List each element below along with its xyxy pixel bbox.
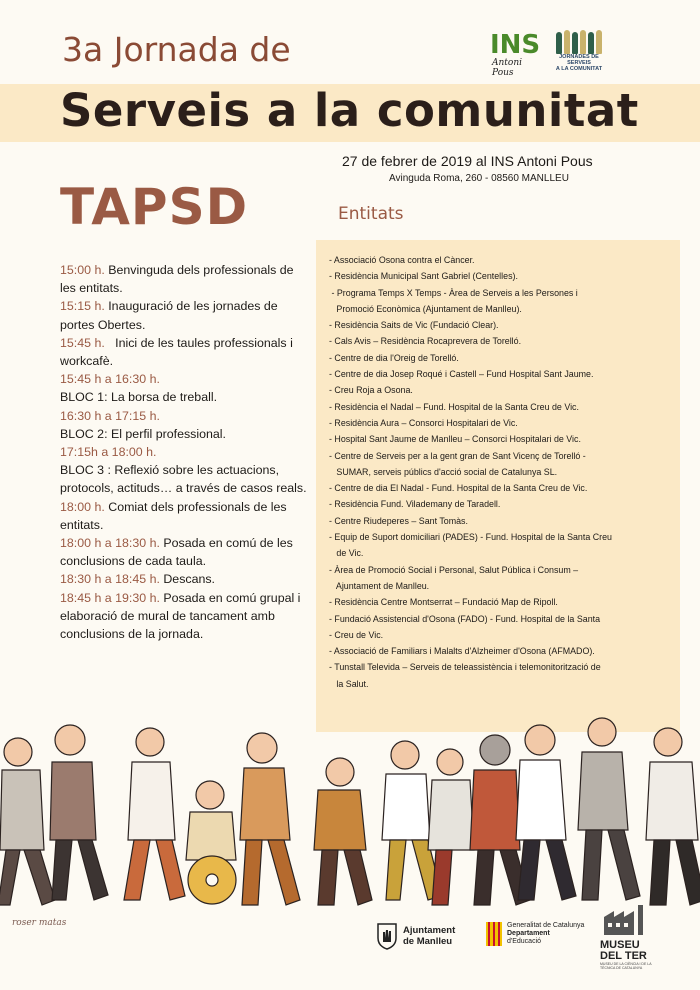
entity-item: de Vic. — [329, 548, 364, 559]
schedule-time: 18:45 h a 19:30 h. — [60, 590, 160, 605]
entity-item: - Residència Municipal Sant Gabriel (Centelles). — [329, 271, 518, 282]
generalitat-logo — [486, 922, 584, 946]
schedule-text: BLOC 1: La borsa de treball. — [60, 390, 218, 405]
ajuntament-logo — [376, 922, 455, 950]
schedule-text: Posada en comú grupal i elaboració de mural de tancament amb conclusions de la jornada. — [60, 590, 304, 642]
ins-logo-subtext: Antoni Pous — [492, 58, 523, 78]
schedule-item — [60, 425, 310, 443]
schedule-text: Inici de les taules professionals i workcafè. — [60, 335, 297, 369]
ajuntament-line-1: Ajuntament — [403, 925, 456, 936]
entity-item: - Centre de dia El Nadal - Fund. Hospital de la Santa Creu de Vic. — [329, 483, 588, 494]
schedule-text: BLOC 3 : Reflexió sobre les actuacions, protocols, actituds… a través de casos reals. — [60, 463, 307, 496]
schedule-item — [60, 388, 310, 406]
entity-item: - Creu Roja a Osona. — [329, 385, 413, 396]
schedule-text: Descans. — [159, 572, 215, 587]
schedule-item — [60, 498, 310, 534]
schedule-time: 15:00 h. — [60, 263, 105, 277]
people-group-icon — [552, 28, 606, 54]
museu-line-1: MUSEU — [600, 939, 640, 951]
illustrator-signature: roser matas — [12, 918, 67, 928]
entity-item: - Equip de Suport domiciliari (PADES) - Fund. Hospital de la Santa Creu — [329, 532, 612, 543]
entity-item: - Tunstall Televida – Serveis de teleassistència i telemonitorització de — [329, 662, 601, 673]
schedule-time: 18:00 h a 18:30 h. — [60, 536, 160, 551]
schedule-time: 17:15h a 18:00 h. — [60, 445, 157, 460]
jornades-caption-1: JORNADES DE SERVEIS — [559, 54, 599, 66]
entity-item: - Residència Aura – Consorci Hospitalari de Vic. — [329, 417, 518, 428]
schedule-time: 15:45 h. — [60, 335, 105, 350]
entities-list — [329, 252, 674, 692]
entity-item: SUMAR, serveis públics d'acció social de Catalunya SL. — [329, 466, 558, 477]
schedule-text: Benvinguda dels professionals de les entitats. — [60, 263, 297, 296]
entity-item: - Associació de Familiars i Malalts d'Alzheimer d'Osona (AFMADO). — [329, 646, 595, 657]
entity-item: - Hospital Sant Jaume de Manlleu – Consorci Hospitalari de Vic. — [329, 434, 581, 445]
museu-subtitle: MUSEU DE LA CIÈNCIA I DE LA TÈCNICA DE CATALUNYA — [600, 962, 652, 970]
entities-title: Entitats — [338, 204, 404, 224]
generalitat-line-2: Departament — [507, 930, 550, 937]
schedule-time: 15:15 h. — [60, 299, 105, 314]
entity-item: - Associació Osona contra el Càncer. — [329, 255, 475, 265]
schedule-item — [60, 334, 310, 370]
program-title: TAPSD — [60, 178, 249, 236]
entity-item: - Cals Avis – Residència Rocaprevera de Torelló. — [329, 336, 522, 347]
schedule-text: Posada en comú de les conclusions de cada taula. — [60, 536, 297, 569]
senyera-icon — [486, 922, 502, 946]
museu-del-ter-logo — [600, 905, 660, 970]
entity-item: Promoció Econòmica (Ajuntament de Manlleu). — [329, 303, 522, 314]
generalitat-line-1: Generalitat de Catalunya — [507, 922, 585, 929]
entity-item: - Residència Saits de Vic (Fundació Clear). — [329, 320, 499, 331]
schedule-time: 18:00 h. — [60, 499, 105, 514]
title-line-1: 3a Jornada de — [62, 30, 291, 69]
schedule-text: BLOC 2: El perfil professional. — [60, 426, 226, 441]
entity-item: - Programa Temps X Temps - Àrea de Serveis a les Persones i — [329, 287, 578, 298]
entity-item: - Residència Fund. Vilademany de Taradell. — [329, 499, 501, 510]
entity-item: la Salut. — [329, 678, 369, 689]
schedule-item — [60, 534, 310, 570]
schedule-time: 15:45 h a 16:30 h. — [60, 372, 160, 387]
entity-item: - Centre de Serveis per a la gent gran de Sant Vicenç de Torelló - — [329, 450, 586, 461]
schedule-item — [60, 370, 310, 388]
schedule-item — [60, 407, 310, 425]
entity-item: - Centre de dia l'Oreig de Torelló. — [329, 352, 459, 363]
program-schedule — [60, 261, 310, 643]
page-title: Serveis a la comunitat — [60, 84, 639, 137]
schedule-time: 16:30 h a 17:15 h. — [60, 408, 160, 423]
schedule-time: 18:30 h a 18:45 h. — [60, 572, 160, 587]
event-date: 27 de febrer de 2019 al INS Antoni Pous — [342, 153, 593, 169]
entity-item: - Residència el Nadal – Fund. Hospital de la Santa Creu de Vic. — [329, 401, 579, 412]
factory-icon — [600, 905, 648, 935]
event-address: Avinguda Roma, 260 - 08560 MANLLEU — [389, 173, 569, 184]
entity-item: - Centre de dia Josep Roqué i Castell – Fund Hospital Sant Jaume. — [329, 369, 594, 380]
manlleu-shield-icon — [376, 922, 398, 950]
schedule-item — [60, 461, 310, 497]
schedule-item — [60, 570, 310, 588]
schedule-item — [60, 261, 310, 297]
generalitat-line-3: d'Educació — [507, 938, 542, 945]
ins-antoni-pous-logo — [488, 30, 542, 78]
schedule-text: Comiat dels professionals de les entitats. — [60, 499, 294, 532]
entity-item: - Centre Riudeperes – Sant Tomàs. — [329, 515, 468, 526]
schedule-item — [60, 443, 310, 461]
ajuntament-line-2: de Manlleu — [403, 936, 453, 947]
ins-logo-text: INS — [490, 30, 541, 60]
schedule-item — [60, 589, 310, 644]
entity-item: - Residència Centre Montserrat – Fundació Map de Ripoll. — [329, 597, 558, 608]
entity-item: Ajuntament de Manlleu. — [329, 580, 430, 591]
jornades-caption-2: A LA COMUNITAT — [555, 66, 603, 72]
entity-item: - Creu de Vic. — [329, 629, 384, 640]
jornades-logo — [552, 28, 606, 72]
people-walking-illustration — [0, 700, 700, 915]
entity-item: - Àrea de Promoció Social i Personal, Salut Pública i Consum – — [329, 564, 579, 575]
schedule-item — [60, 297, 310, 333]
schedule-text: Inauguració de les jornades de portes Obertes. — [60, 299, 282, 332]
museu-line-2: DEL TER — [600, 950, 647, 962]
entity-item: - Fundació Assistencial d'Osona (FADO) - Fund. Hospital de la Santa — [329, 613, 601, 624]
